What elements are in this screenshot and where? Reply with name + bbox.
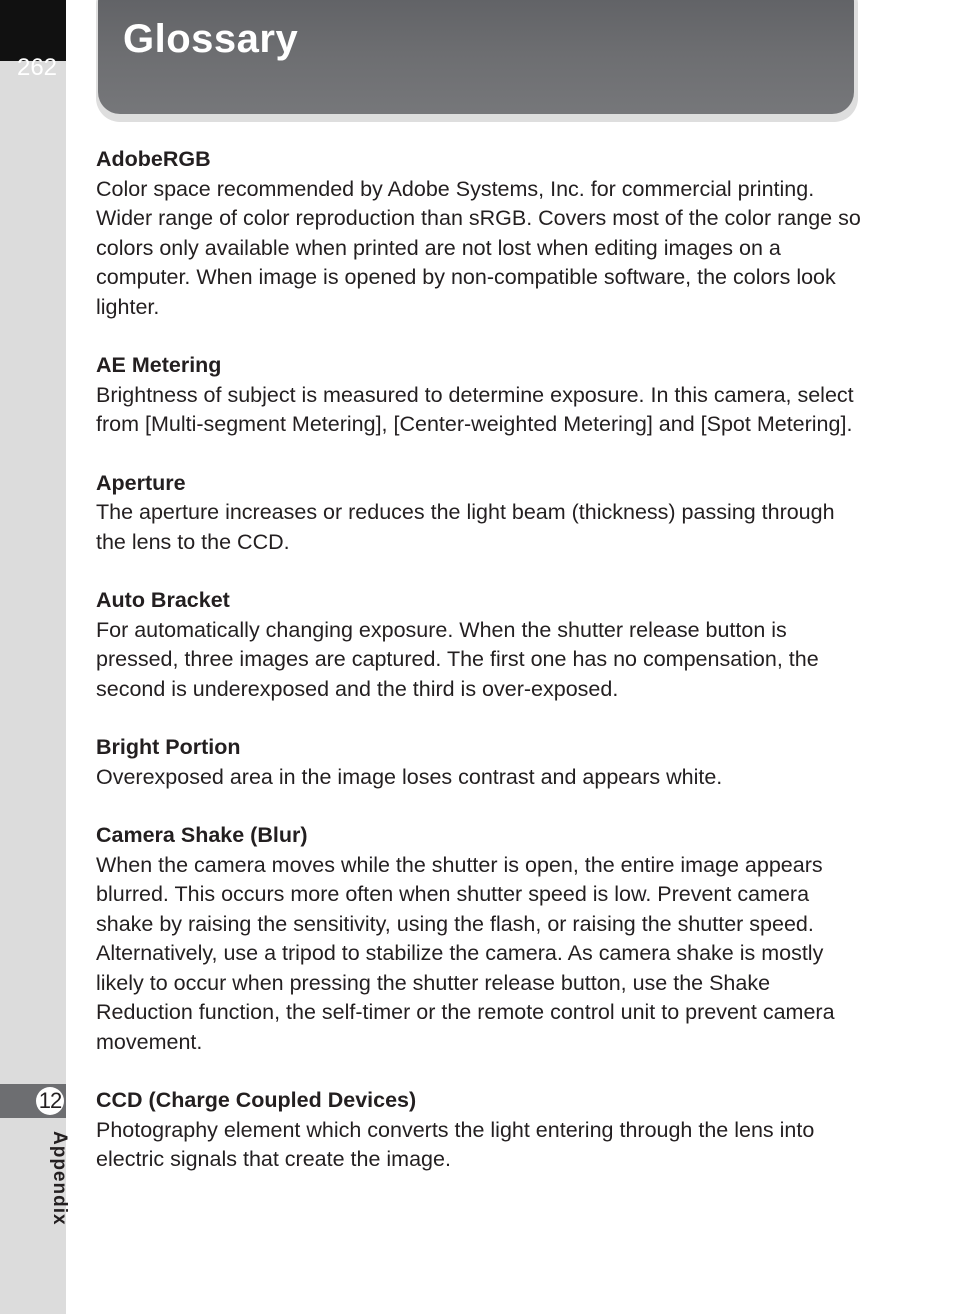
chapter-label: Appendix bbox=[49, 1131, 70, 1226]
glossary-entry-auto-bracket bbox=[96, 586, 866, 704]
glossary-entry-adobergb bbox=[96, 145, 866, 322]
glossary-term: Aperture bbox=[96, 470, 186, 495]
glossary-term: AE Metering bbox=[96, 353, 222, 377]
glossary-definition: Overexposed area in the image loses contrast and appears white. bbox=[96, 764, 723, 789]
glossary-definition: Color space recommended by Adobe Systems, Inc. for commercial printing. Wider range of color reproduction than sRGB. Covers most of the color range so colors only available when printed are not lost when editing images on a computer. When image is opened by non-compatible software, the colors look lighter. bbox=[96, 176, 861, 319]
glossary-term: AdobeRGB bbox=[96, 147, 211, 171]
glossary-term: Camera Shake (Blur) bbox=[96, 823, 308, 847]
glossary-definition: When the camera moves while the shutter is open, the entire image appears blurred. This occurs more often when shutter speed is low. Prevent camera shake by raising the sensitivity, using the flash, or raising the shutter speed. Alternatively, use a tripod to stabilize the camera. As camera shake is mostly likely to occur when pressing the shutter release button, use the Shake Reduction function, the self-timer or the remote control unit to prevent camera movement. bbox=[96, 852, 835, 1054]
glossary-entry-aperture bbox=[96, 469, 866, 558]
glossary-definition: The aperture increases or reduces the light beam (thickness) passing through the lens to the CCD. bbox=[96, 500, 835, 554]
page-number: 262 bbox=[16, 54, 58, 81]
glossary-entry-camera-shake bbox=[96, 821, 866, 1057]
chapter-number-badge: 12 bbox=[36, 1087, 64, 1115]
page-number-tab bbox=[0, 0, 66, 81]
glossary-entry-ccd bbox=[96, 1086, 866, 1175]
glossary-definition: Photography element which converts the light entering through the lens into electric signals that create the image. bbox=[96, 1117, 815, 1171]
glossary-definition: Brightness of subject is measured to determine exposure. In this camera, select from [Multi-segment Metering], [Center-weighted Metering] and [Spot Metering]. bbox=[96, 382, 854, 436]
glossary-term: Auto Bracket bbox=[96, 588, 230, 612]
glossary-term: Bright Portion bbox=[96, 735, 241, 759]
page-title: Glossary bbox=[123, 17, 299, 61]
glossary-term: CCD (Charge Coupled Devices) bbox=[96, 1088, 417, 1112]
glossary-list bbox=[96, 145, 866, 1204]
glossary-definition: For automatically changing exposure. When the shutter release button is pressed, three images are captured. The first one has no compensation, the second is underexposed and the third is over-exposed. bbox=[96, 617, 819, 701]
glossary-entry-ae-metering bbox=[96, 351, 866, 440]
glossary-entry-bright-portion bbox=[96, 733, 866, 792]
